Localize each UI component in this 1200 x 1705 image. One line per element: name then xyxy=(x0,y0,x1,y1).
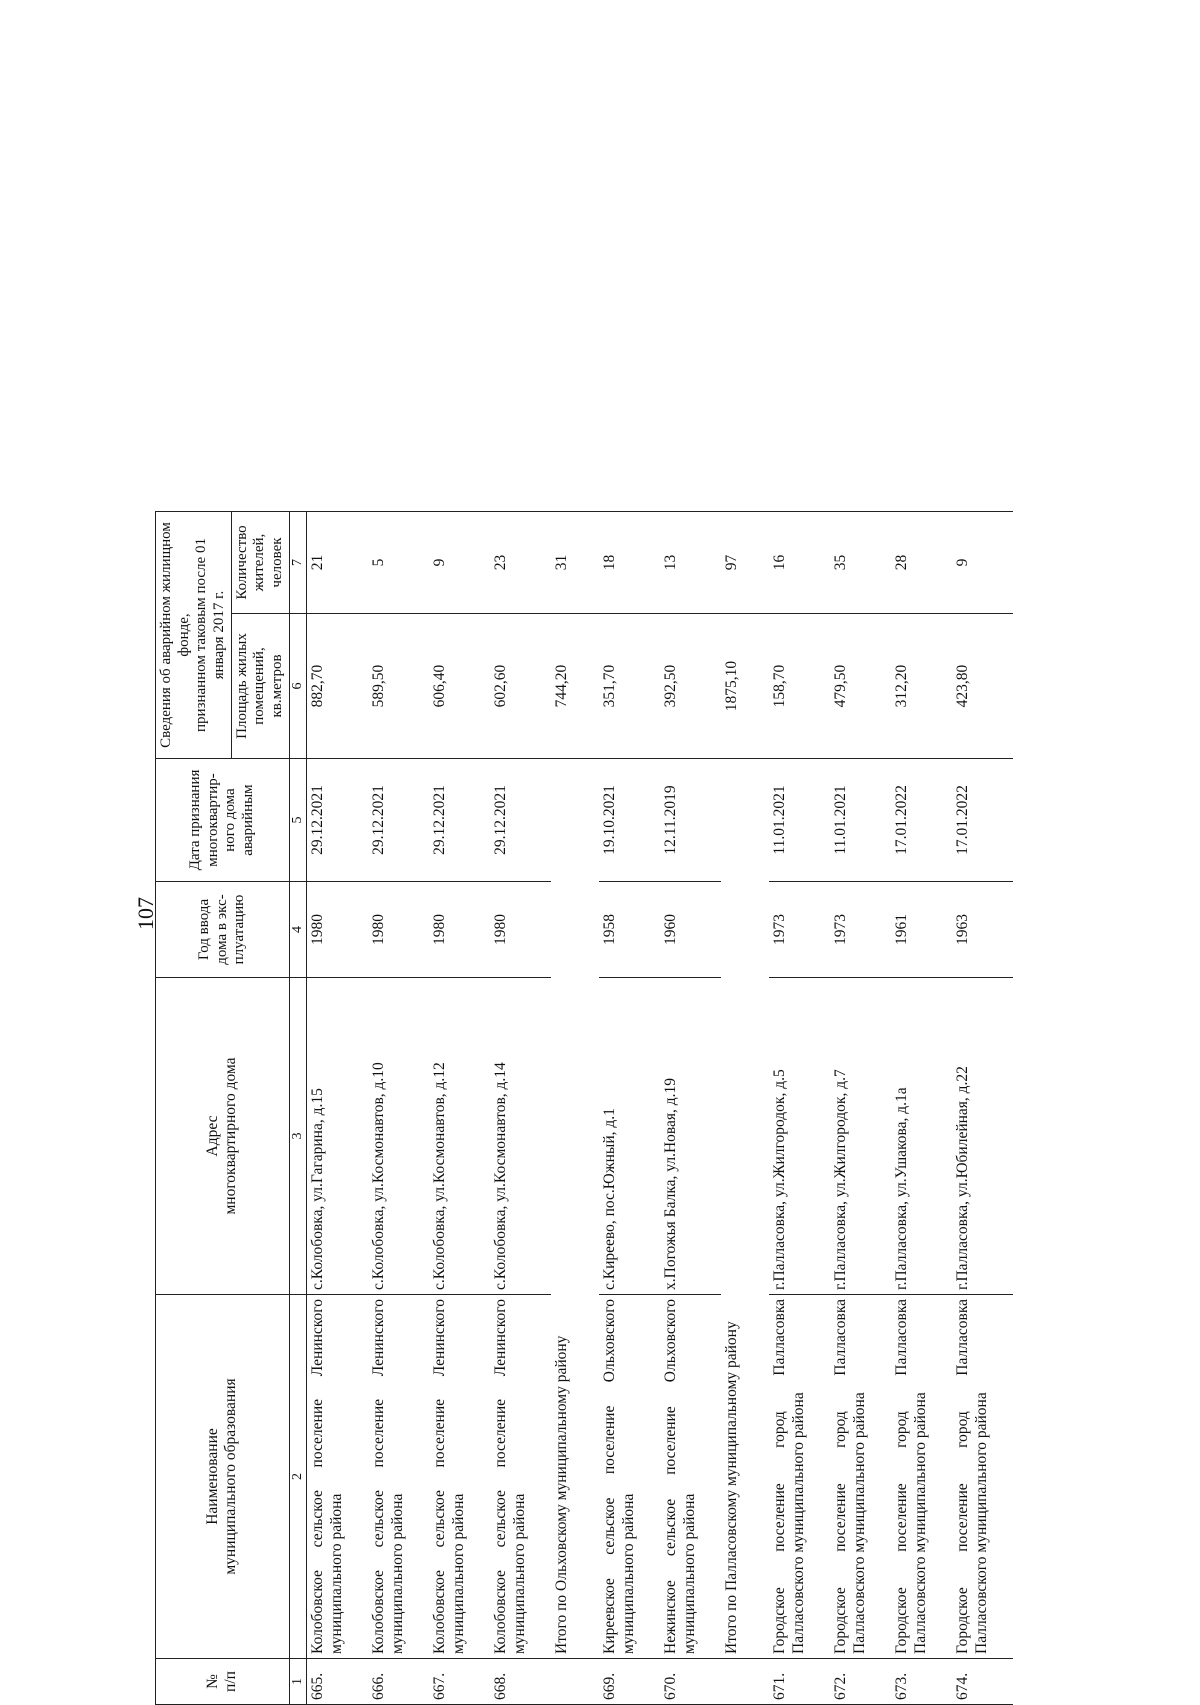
col-header-address: Адрес многоквартирного дома xyxy=(156,978,290,1295)
col-header-emergency-info: Сведения об аварийном жилищном фонде, признанном таковым после 01 января 2017 г. xyxy=(156,512,232,759)
commission-year: 1973 xyxy=(769,882,830,978)
total-label: Итого по Ольховскому муниципальному району xyxy=(551,759,599,1659)
emergency-date: 29.12.2021 xyxy=(429,759,490,882)
living-area: 423,80 xyxy=(952,614,1013,759)
house-address: х.Погожья Балка, ул.Новая, д.19 xyxy=(660,978,721,1295)
residents-count: 9 xyxy=(429,512,490,614)
row-number: 673. xyxy=(891,1659,952,1705)
emergency-date: 11.01.2021 xyxy=(769,759,830,882)
commission-year: 1980 xyxy=(368,882,429,978)
emergency-date: 12.11.2019 xyxy=(660,759,721,882)
living-area: 392,50 xyxy=(660,614,721,759)
emergency-date: 17.01.2022 xyxy=(952,759,1013,882)
municipality-name: Колобовское сельское поселение Ленинского муниципального района xyxy=(368,1295,429,1659)
emergency-date: 11.01.2021 xyxy=(830,759,891,882)
commission-year: 1960 xyxy=(660,882,721,978)
page-number: 107 xyxy=(133,897,158,930)
living-area: 602,60 xyxy=(490,614,551,759)
residents-count: 35 xyxy=(830,512,891,614)
municipality-name: Городское поселение город Палласовка Палласовского муниципального района xyxy=(769,1295,830,1659)
house-address: г.Палласовка, ул.Ушакова, д.1а xyxy=(891,978,952,1295)
municipality-name: Городское поселение город Палласовка Палласовского муниципального района xyxy=(891,1295,952,1659)
table-row xyxy=(307,512,369,1705)
table-row xyxy=(952,512,1013,1705)
house-address: с.Колобовка, ул.Космонавтов, д.14 xyxy=(490,978,551,1295)
row-number: 666. xyxy=(368,1659,429,1705)
col-number-3: 3 xyxy=(289,978,307,1295)
emergency-date: 29.12.2021 xyxy=(490,759,551,882)
living-area: 606,40 xyxy=(429,614,490,759)
col-header-residents: Количество жителей, человек xyxy=(231,512,289,614)
house-address: с.Колобовка, ул.Космонавтов, д.12 xyxy=(429,978,490,1295)
commission-year: 1963 xyxy=(952,882,1013,978)
living-area: 882,70 xyxy=(307,614,369,759)
table-row xyxy=(368,512,429,1705)
living-area: 351,70 xyxy=(599,614,660,759)
house-address: с.Киреево, пос.Южный, д.1 xyxy=(599,978,660,1295)
table-total-row xyxy=(551,512,599,1705)
commission-year: 1961 xyxy=(891,882,952,978)
emergency-date: 19.10.2021 xyxy=(599,759,660,882)
col-number-6: 6 xyxy=(289,614,307,759)
emergency-date: 29.12.2021 xyxy=(368,759,429,882)
col-number-7: 7 xyxy=(289,512,307,614)
table-row xyxy=(660,512,721,1705)
residents-count: 18 xyxy=(599,512,660,614)
row-number: 667. xyxy=(429,1659,490,1705)
row-number: 669. xyxy=(599,1659,660,1705)
table-row xyxy=(429,512,490,1705)
emergency-housing-table xyxy=(155,511,1013,1705)
living-area: 479,50 xyxy=(830,614,891,759)
table-row xyxy=(891,512,952,1705)
residents-count: 23 xyxy=(490,512,551,614)
col-header-area: Площадь жилых помещений, кв.метров xyxy=(231,614,289,759)
col-number-1: 1 xyxy=(289,1659,307,1705)
row-number: 672. xyxy=(830,1659,891,1705)
municipality-name: Колобовское сельское поселение Ленинского муниципального района xyxy=(490,1295,551,1659)
col-header-number: № п/п xyxy=(156,1659,290,1705)
house-address: с.Колобовка, ул.Гагарина, д.15 xyxy=(307,978,369,1295)
commission-year: 1980 xyxy=(429,882,490,978)
municipality-name: Колобовское сельское поселение Ленинского муниципального района xyxy=(307,1295,369,1659)
col-number-5: 5 xyxy=(289,759,307,882)
commission-year: 1980 xyxy=(490,882,551,978)
row-number: 670. xyxy=(660,1659,721,1705)
col-number-4: 4 xyxy=(289,882,307,978)
commission-year: 1980 xyxy=(307,882,369,978)
total-residents: 97 xyxy=(721,512,769,614)
row-number: 671. xyxy=(769,1659,830,1705)
house-address: г.Палласовка, ул.Юбилейная, д.22 xyxy=(952,978,1013,1295)
municipality-name: Колобовское сельское поселение Ленинского муниципального района xyxy=(429,1295,490,1659)
total-residents: 31 xyxy=(551,512,599,614)
table-row xyxy=(830,512,891,1705)
row-number: 674. xyxy=(952,1659,1013,1705)
row-number: 668. xyxy=(490,1659,551,1705)
commission-year: 1973 xyxy=(830,882,891,978)
row-number: 665. xyxy=(307,1659,369,1705)
residents-count: 9 xyxy=(952,512,1013,614)
emergency-date: 17.01.2022 xyxy=(891,759,952,882)
table-row xyxy=(599,512,660,1705)
col-header-year: Год ввода дома в экс- плуатацию xyxy=(156,882,290,978)
total-living-area: 744,20 xyxy=(551,614,599,759)
residents-count: 16 xyxy=(769,512,830,614)
house-address: г.Палласовка, ул.Жилгородок, д.5 xyxy=(769,978,830,1295)
municipality-name: Нежинское сельское поселение Ольховского муниципального района xyxy=(660,1295,721,1659)
municipality-name: Городское поселение город Палласовка Палласовского муниципального района xyxy=(830,1295,891,1659)
col-header-municipality: Наименование муниципального образования xyxy=(156,1295,290,1659)
municipality-name: Киреевское сельское поселение Ольховского муниципального района xyxy=(599,1295,660,1659)
total-label: Итого по Палласовскому муниципальному району xyxy=(721,759,769,1659)
table-total-row xyxy=(721,512,769,1705)
commission-year: 1958 xyxy=(599,882,660,978)
residents-count: 28 xyxy=(891,512,952,614)
table-row xyxy=(490,512,551,1705)
living-area: 158,70 xyxy=(769,614,830,759)
total-living-area: 1875,10 xyxy=(721,614,769,759)
residents-count: 13 xyxy=(660,512,721,614)
living-area: 312,20 xyxy=(891,614,952,759)
municipality-name: Городское поселение город Палласовка Палласовского муниципального района xyxy=(952,1295,1013,1659)
col-number-2: 2 xyxy=(289,1295,307,1659)
table-row xyxy=(769,512,830,1705)
house-address: г.Палласовка, ул.Жилгородок, д.7 xyxy=(830,978,891,1295)
col-header-date: Дата признания многоквартир- ного дома аварийным xyxy=(156,759,290,882)
emergency-date: 29.12.2021 xyxy=(307,759,369,882)
house-address: с.Колобовка, ул.Космонавтов, д.10 xyxy=(368,978,429,1295)
rotated-page xyxy=(133,80,1070,1705)
residents-count: 21 xyxy=(307,512,369,614)
residents-count: 5 xyxy=(368,512,429,614)
living-area: 589,50 xyxy=(368,614,429,759)
